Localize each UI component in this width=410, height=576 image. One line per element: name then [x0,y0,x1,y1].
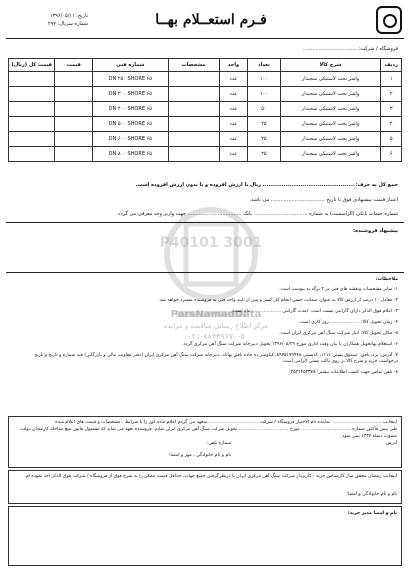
table-cell: DN ۶۰۰ SHORE ۶۵ [93,132,169,147]
table-row [9,117,402,132]
supplier-commitment-box [8,416,402,468]
supplier-phone: شماره تلفن: [206,441,231,446]
supplier-signature: نام و نام خانوادگی ، مهر و امضا: [168,453,231,458]
notes-divider [6,272,404,273]
table-cell: ۱۰۰ [248,87,280,102]
column-header: قیمت کل (ریال) [9,59,55,72]
company-logo-icon [376,6,402,34]
table-row [9,102,402,117]
table-cell: ۲۵ [248,117,280,132]
table-cell: عدد [219,102,248,117]
table-cell [55,132,93,147]
table-cell [55,117,93,132]
commitment-line-1: اینجانب .................................. نماینده تام الاختیار فروشگاه / شرکت .................................. متعهد می گردم اعلام ماده کور را با شرایط ، مشخصات و قیمت های اعلام شده [55,420,397,425]
notes-title: ملاحظات: [375,277,398,282]
table-cell: DN ۲۵۰ SHORE ۶۵ [93,72,169,87]
note-item: ۴- زمان تحویل کالا: .................... روز کاری است. [298,320,398,325]
table-header-row [9,59,402,72]
manager-box [8,506,402,566]
table-cell: عدد [219,132,248,147]
table-cell [168,87,219,102]
table-cell: ۲۵ [248,147,280,162]
table-cell: ۵۰ [248,102,280,117]
table-row [9,132,402,147]
table-cell [55,147,93,162]
note-item: ۵- مکان تحویل کالا: انبار شرکت سنگ آهن مرکزی ایران است. [279,331,398,336]
watermark-phone: ۰۲۱-۸۸۳۴۹۶۷۰-۵ [187,332,245,341]
table-cell: DN ۴۰۰ SHORE ۶۵ [93,102,169,117]
column-header: شرح کالا [280,59,381,72]
items-table [8,58,402,162]
table-cell: DN ۸۰۰ SHORE ۶۵ [93,147,169,162]
column-header: مشخصات [168,59,219,72]
column-header: تعداد [248,59,280,72]
table-cell [168,117,219,132]
table-cell [9,147,55,162]
table-cell [55,72,93,87]
page-title: فـرم استعــلام بهــا [155,12,267,28]
table-cell: DN ۳۰۰ SHORE ۶۵ [93,87,169,102]
commitment-line-3: مصوب دیماه ۱۳۳۷ نمی شود. [340,434,397,439]
note-item: ۸- تلفن تماس جهت کسب اطلاعات بیشتر: ۰۳۵۳۱۴۵۳۳۷۸ [288,370,398,375]
table-cell: ۲۵ [248,132,280,147]
table-cell: ۵ [381,132,402,147]
table-cell: ۲ [381,87,402,102]
table-cell: واشر تخت لاستیکی منجیدار [280,87,381,102]
column-header: شماره فنی [93,59,169,72]
table-cell [9,102,55,117]
note-item: ۱- سایر مشخصات ونقشه های فنی در ۲ برگه به پیوست است. [278,287,398,292]
table-cell: واشر تخت لاستیکی منجیدار [280,72,381,87]
note-item: ۷- آدرس: یزد، بافق، صندوق پستی ۱۱۱۱، کدپستی ۸۹۷۵۱۷۹۹۴۸، کیلومتر ده جاده بافق بهاباد، دبیرخانه شرکت سنگ آهن مرکزی ایران (دفتر معاونت مالی و بازرگانی) قید شماره و تاریخ و تاریخ درخواست خرید و شرح کالا بر روی یاکت پستی الزامی است. [34,353,398,364]
notes-list [14,287,398,381]
table-body [9,72,402,162]
watermark-tagline: مرکز اطلاع رسانی مناقصه و مزایده [163,322,269,330]
table-cell: ۱۰۰ [248,72,280,87]
table-cell: عدد [219,147,248,162]
supplier-address: آدرس: [384,441,397,446]
column-header: ردیف [381,59,402,72]
buyer-statement: اینجانب رمضان محقق ساز کارشناس خرید - کارپرداز شرکت سنگ آهن مرکزی ایران با درنظرگرفتن جمیع جهات، حداقل قیمت ممکن را به شرح فوق از فروشگاه / شرکت فوق الذکر اخذ نموده ام. [24,474,397,479]
table-cell: واشر تخت لاستیکی منجیدار [280,147,381,162]
column-header: واحد [219,59,248,72]
table-cell: DN ۵۰۰ SHORE ۶۵ [93,117,169,132]
supplier-proposal-title: پیشنهاد فروشنده: [353,228,398,234]
serial-number: شماره سریال: ۲۹۷ [47,21,88,27]
note-item: ۶- استعلام بهاتحویل همکاران با بیان وقت اداری مورخ ۱۳۹۶/۰۵/۲۹ تحویل دبیرخانه شرکت سنگ آهن مرکزی گردد. [182,342,398,347]
manager-signature: نام و امضا مدیر خرید: [347,511,397,516]
total-in-words: جمع کل به حرف: ................................................ ریال با ارزش افزوده و یا بدون ارزش افزوده است. [135,182,398,188]
table-cell [55,102,93,117]
recipient-line: فروشگاه / شرکت: .................................. [302,46,398,52]
table-cell: واشر تخت لاستیکی منجیدار [280,117,381,132]
table-cell [9,117,55,132]
table-cell: ۶ [381,147,402,162]
price-validity: اعتبار قیمت پیشنهادی فوق تا تاریخ .................................. می باشد. [249,197,398,203]
table-cell [55,87,93,102]
table-cell [9,132,55,147]
buyer-signature: نام و نام خانوادگی و امضا: [346,492,397,497]
table-cell [168,132,219,147]
table-cell: عدد [219,87,248,102]
commitment-line-2: طی پیش فاکتور شماره .................................. مورخ .................................. تحویل شرکت سنگ آهن مرکزی ایران نمایم. فروشنده تعهد می نماید که مشمول قانون منع مداخله کارمندان دولت [20,427,397,432]
date-label: تاریخ: ۱۳۹۶/۰۵/۱۱ [49,13,88,19]
inquiry-form [6,4,404,570]
watermark-site: ParsNamadData [170,309,262,320]
table-cell [9,87,55,102]
table-row [9,72,402,87]
buyer-statement-box [8,470,402,504]
table-cell: عدد [219,117,248,132]
table-cell: واشر تخت لاستیکی منجیدار [280,102,381,117]
table-cell: واشر تخت لاستیکی منجیدار [280,132,381,147]
watermark-code: P40101 3001 [159,235,263,251]
table-cell: عدد [219,72,248,87]
note-item: ۳- اعلام فوق الذکر دارای گارانتی نیست است. /مدت گارانتی .................... ماه است. [231,309,398,314]
form-header [6,4,404,38]
form-meta [8,12,88,28]
table-cell: ۴ [381,117,402,132]
table-row [9,147,402,162]
column-header: قیمت [55,59,93,72]
bank-account: شماره حساب بانکی (الزامیست) به شماره .................................. بانک .................................. جهت واریز وجه معرفی می گردد. [116,211,398,217]
table-cell [168,72,219,87]
table-cell [168,147,219,162]
table-row [9,87,402,102]
table-cell [168,102,219,117]
table-cell [9,72,55,87]
note-item: ۲- معادل ۱۰ درصد از ارزش کالا به عنوان ضمانت حسن انجام کار کسر و پس از تایید واحد فنی به فروشنده مسترد خواهد شد. [158,298,398,303]
header-divider [6,38,404,39]
table-cell: ۱ [381,72,402,87]
table-cell: ۳ [381,102,402,117]
